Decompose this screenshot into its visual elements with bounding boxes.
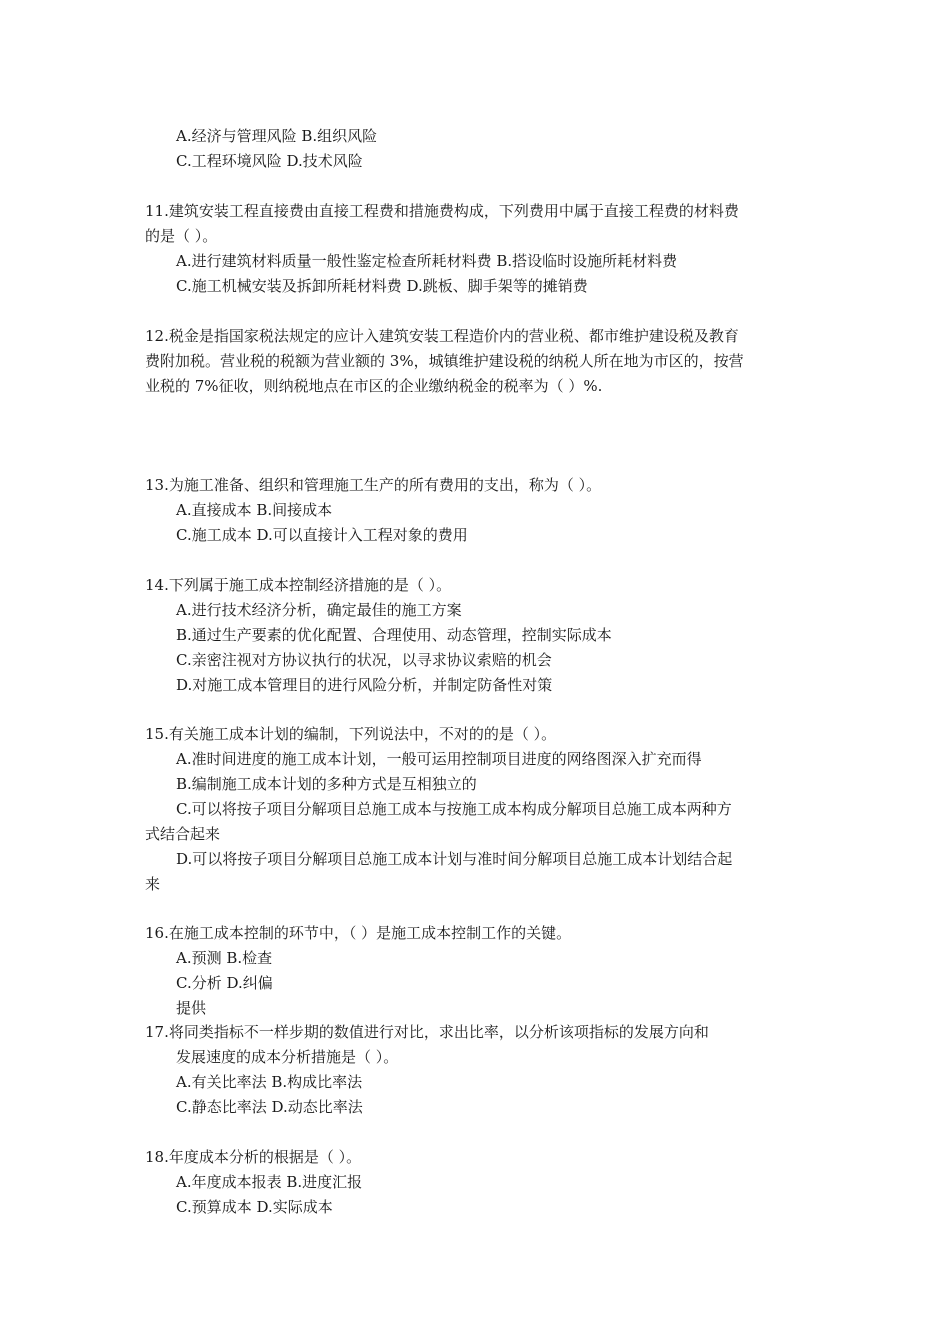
q15-option-c-line1: C.可以将按子项目分解项目总施工成本与按施工成本构成分解项目总施工成本两种方 [176,800,732,818]
q12-stem-line3: 业税的 7%征收，则纳税地点在市区的企业缴纳税金的税率为（ ）%. [145,377,603,395]
q12-stem-line1: 12.税金是指国家税法规定的应计入建筑安装工程造价内的营业税、都市维护建设税及教育 [145,327,739,345]
q15-option-c-line2: 式结合起来 [145,825,221,843]
q13-option-cd: C.施工成本 D.可以直接计入工程对象的费用 [176,526,468,544]
q16-extra-text: 提供 [176,999,207,1017]
q11-stem-line1: 11.建筑安装工程直接费由直接工程费和措施费构成，下列费用中属于直接工程费的材料费 [145,202,739,220]
q10-option-ab: A.经济与管理风险 B.组织风险 [176,127,378,145]
q15-stem: 15.有关施工成本计划的编制，下列说法中，不对的的是（ ）。 [145,725,557,743]
q17-option-ab: A.有关比率法 B.构成比率法 [176,1073,363,1091]
q14-stem: 14.下列属于施工成本控制经济措施的是（ ）。 [145,576,452,594]
q11-option-cd: C.施工机械安装及拆卸所耗材料费 D.跳板、脚手架等的摊销费 [176,277,588,295]
q16-option-cd: C.分析 D.纠偏 [176,974,273,992]
q18-option-ab: A.年度成本报表 B.进度汇报 [176,1173,363,1191]
q16-stem: 16.在施工成本控制的环节中，（ ）是施工成本控制工作的关键。 [145,924,572,942]
q17-stem-line2: 发展速度的成本分析措施是（ ）。 [176,1048,399,1066]
q13-option-ab: A.直接成本 B.间接成本 [176,501,333,519]
q15-option-a: A.准时间进度的施工成本计划，一般可运用控制项目进度的网络图深入扩充而得 [176,750,702,768]
q15-option-d-line1: D.可以将按子项目分解项目总施工成本计划与准时间分解项目总施工成本计划结合起 [176,850,733,868]
q10-option-cd: C.工程环境风险 D.技术风险 [176,152,363,170]
q11-stem-line2: 的是（ ）。 [145,227,218,245]
q18-option-cd: C.预算成本 D.实际成本 [176,1198,333,1216]
q15-option-d-line2: 来 [145,875,161,893]
q14-option-d: D.对施工成本管理目的进行风险分析，并制定防备性对策 [176,676,553,694]
q12-stem-line2: 费附加税。营业税的税额为营业额的 3%，城镇维护建设税的纳税人所在地为市区的，按营 [145,352,744,370]
q14-option-b: B.通过生产要素的优化配置、合理使用、动态管理，控制实际成本 [176,626,612,644]
q14-option-c: C.亲密注视对方协议执行的状况，以寻求协议索赔的机会 [176,651,552,669]
q13-stem: 13.为施工准备、组织和管理施工生产的所有费用的支出，称为（ ）。 [145,476,602,494]
q17-option-cd: C.静态比率法 D.动态比率法 [176,1098,363,1116]
q11-option-ab: A.进行建筑材料质量一般性鉴定检查所耗材料费 B.搭设临时设施所耗材料费 [176,252,678,270]
q16-option-ab: A.预测 B.检查 [176,949,273,967]
q18-stem: 18.年度成本分析的根据是（ ）。 [145,1148,362,1166]
q17-stem-line1: 17.将同类指标不一样步期的数值进行对比，求出比率，以分析该项指标的发展方向和 [145,1023,709,1041]
q15-option-b: B.编制施工成本计划的多种方式是互相独立的 [176,775,477,793]
q14-option-a: A.进行技术经济分析，确定最佳的施工方案 [176,601,462,619]
